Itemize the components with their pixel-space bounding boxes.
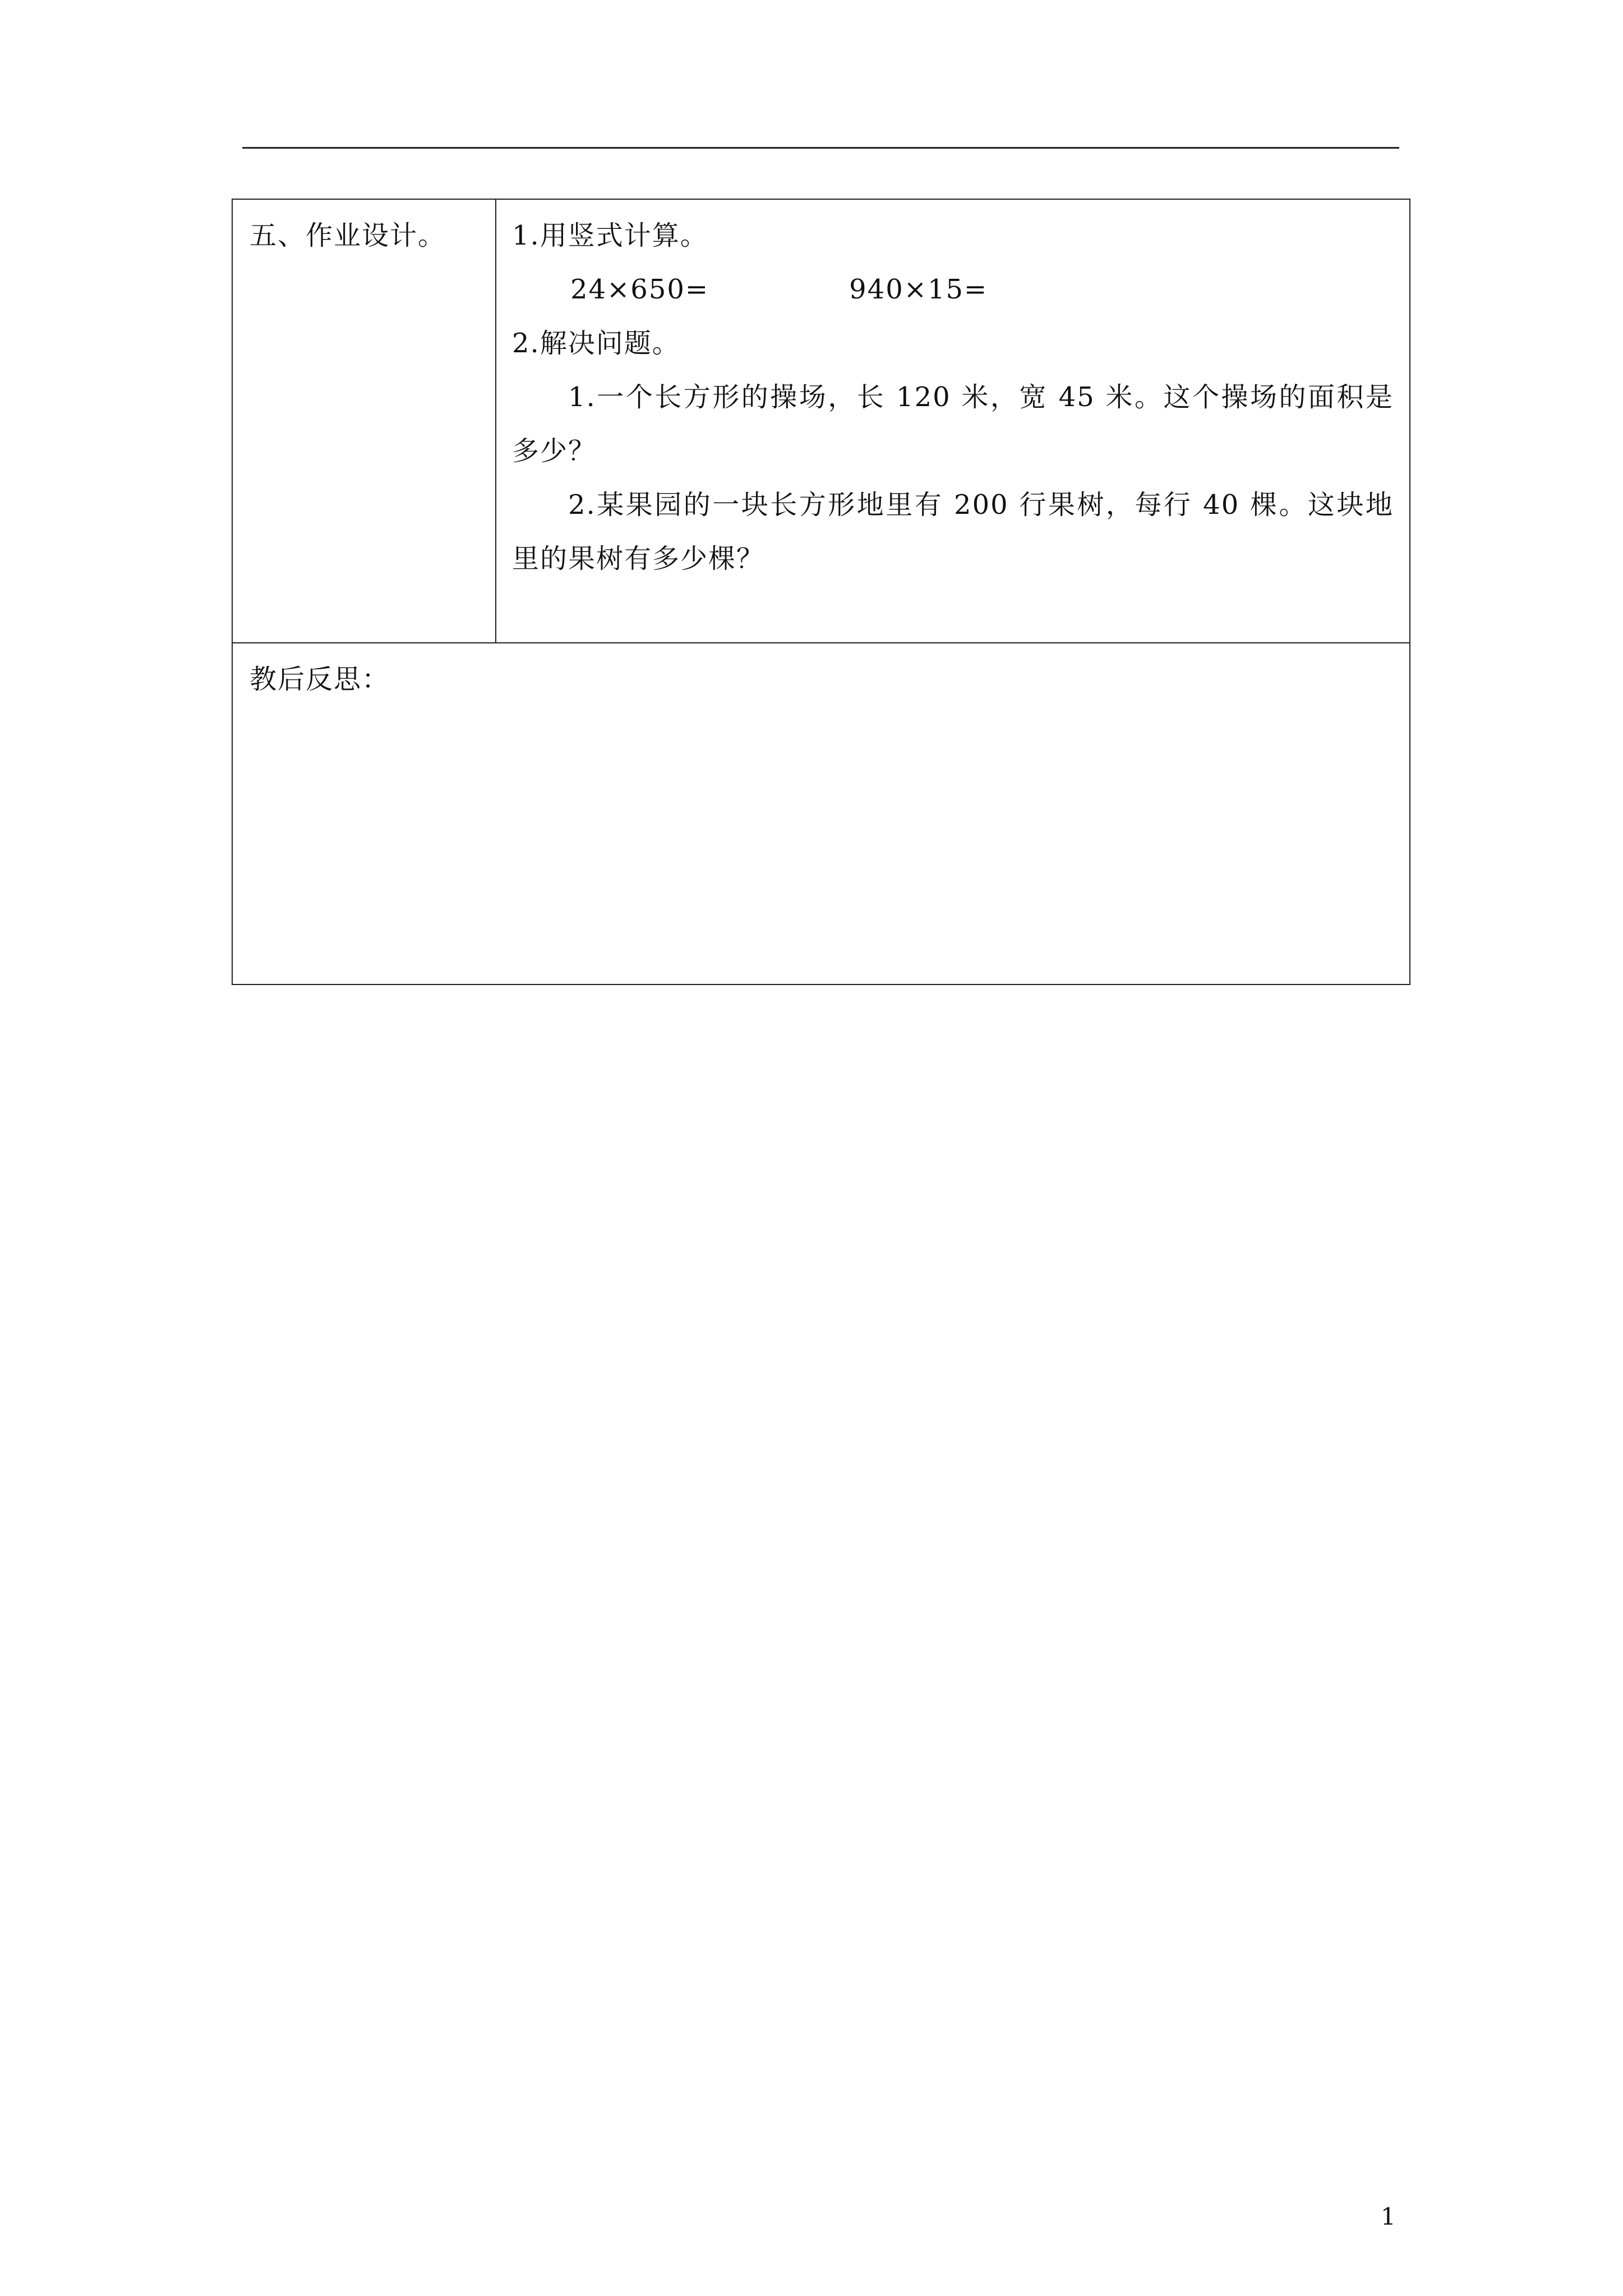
lesson-plan-table: [232, 199, 1410, 985]
homework-label-cell: [232, 199, 496, 643]
reflection-label: 教后反思：: [250, 664, 390, 695]
reflection-row: [232, 643, 1410, 984]
homework-content-cell: [496, 199, 1410, 643]
calc-a: 24×650=: [570, 274, 709, 305]
calc-line: [512, 263, 1394, 316]
item2-title: 2.解决问题。: [512, 328, 680, 359]
calc-b: 940×15=: [849, 274, 988, 305]
homework-label: 五、作业设计。: [250, 220, 446, 251]
problem-1: 1.一个长方形的操场，长 120 米，宽 45 米。这个操场的面积是多少？: [512, 381, 1394, 467]
homework-row: [232, 199, 1410, 643]
page-number: 1: [1381, 2203, 1396, 2230]
header-rule: [242, 147, 1399, 149]
problem-2: 2.某果园的一块长方形地里有 200 行果树，每行 40 棵。这块地里的果树有多少棵？: [512, 489, 1394, 574]
reflection-cell: [232, 643, 1410, 984]
item1-title: 1.用竖式计算。: [512, 220, 708, 251]
